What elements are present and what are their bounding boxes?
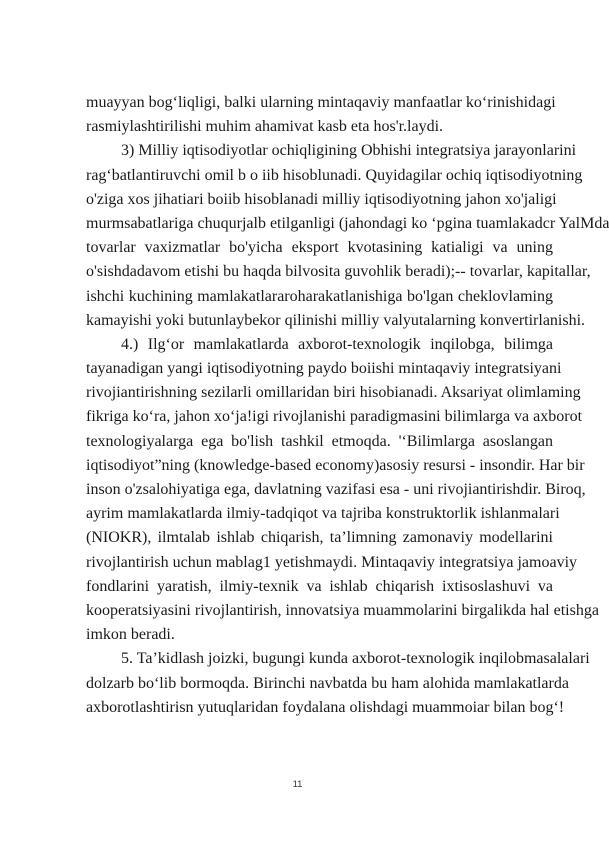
text-line: o'ziga xos jihatiari boiib hisoblanadi milliy iqtisodiyotning jahon xo'jaligi <box>86 190 557 208</box>
text-line: imkon beradi. <box>86 626 175 644</box>
text-line: axborotlashtirisn yutuqlaridan foydalana olishdagi muammoiar bilan bog‘! <box>86 698 565 716</box>
text-line: muayyan bog‘liqligi, balki ularning mintaqaviy manfaatlar ko‘rinishidagi <box>86 94 556 111</box>
paragraph-start-line: 3) Milliy iqtisodiyotlar ochiqligining Obhishi integratsiya jarayonlarini <box>121 142 577 160</box>
text-line: inson o'zsalohiyatiga ega, davlatning vazifasi esa - uni rivojiantirishdir. Biroq, <box>86 481 586 498</box>
page-number: 11 <box>292 779 303 790</box>
text-line: tovarlar vaxizmatlar bo'yicha eksport kvotasining katialigi va uning <box>86 239 553 257</box>
paragraph-start-line: 5. Ta’kidlash joizki, bugungi kunda axborot-texnologik inqilobmasalalari <box>121 650 590 668</box>
text-line: (NIOKR), ilmtalab ishlab chiqarish, ta’limning zamonaviy modellarini <box>86 529 553 547</box>
text-line: fondlarini yaratish, ilmiy-texnik va ishlab chiqarish ixtisoslashuvi va <box>86 577 553 595</box>
document-body <box>86 94 609 723</box>
text-line: texnologiyalarga ega bo'lish tashkil etmoqda. '‘Bilimlarga asoslangan <box>86 432 553 450</box>
text-line: kamayishi yoki butunlaybekor qilinishi milliy valyutalarning konvertirlanishi. <box>86 311 586 329</box>
text-line: kooperatsiyasini rivojlantirish, innovatsiya muammolarini birgalikda hal etishga <box>86 601 599 619</box>
text-line: tayanadigan yangi iqtisodiyotning paydo boiishi mintaqaviy integratsiyani <box>86 360 562 378</box>
text-line: o'sishdadavom etishi bu haqda bilvosita guvohlik beradi);-- tovarlar, kapitallar, <box>86 263 591 281</box>
text-line: iqtisodiyot”ning (knowledge-based economy)asosiy resursi - insondir. Har bir <box>86 456 585 474</box>
text-line: rivojlantirish uchun mablag1 yetishmaydi. Mintaqaviy integratsiya jamoaviy <box>86 553 578 571</box>
text-line: murmsabatlariga chuqurjalb etilganligi (jahondagi ko ‘pgina tuamlakadcr YalMda <box>86 214 609 232</box>
text-line: ishchi kuchining mamlakatlararoharakatlanishiga bo'lgan cheklovlaming <box>86 287 553 305</box>
paragraph-start-line: 4.) Ilg‘or mamlakatlarda axborot-texnologik inqilobga, bilimga <box>121 335 553 353</box>
text-line: rag‘batlantiruvchi omil b o iib hisoblunadi. Quyidagilar ochiq iqtisodiyotning <box>86 166 583 184</box>
text-line: ayrim mamlakatlarda ilmiy-tadqiqot va tajriba konstruktorlik ishlanmalari <box>86 505 560 523</box>
text-line: dolzarb bo‘lib bormoqda. Birinchi navbatda bu ham alohida mamlakatlarda <box>86 674 569 692</box>
text-line: rasmiylashtirilishi muhim ahamivat kasb eta hos'r.laydi. <box>86 118 444 136</box>
text-line: rivojiantirishning sezilarli omillaridan biri hisobianadi. Aksariyat olimlaming <box>86 384 581 402</box>
text-line: fikriga ko‘ra, jahon xo‘ja!igi rivojlanishi paradigmasini bilimlarga va axborot <box>86 408 583 426</box>
